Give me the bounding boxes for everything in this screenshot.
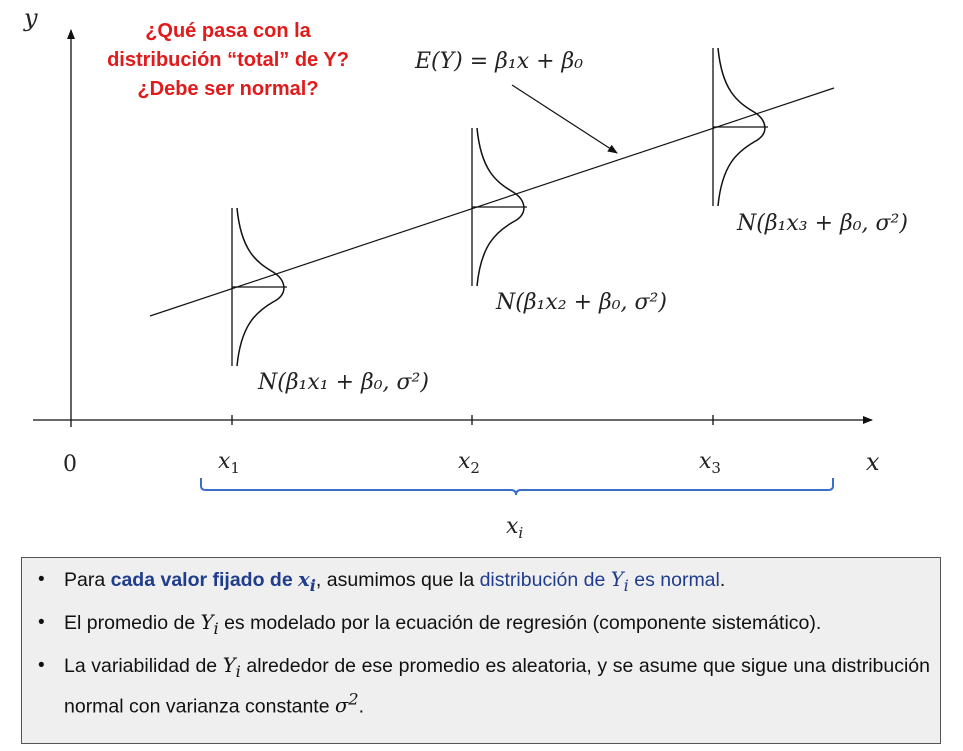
question-line-3: ¿Debe ser normal?: [137, 78, 319, 100]
tick-label-x2: $x_2$: [458, 449, 480, 477]
bullet-dot: •: [38, 569, 45, 590]
x-axis-label: x: [866, 448, 880, 476]
variable-y-i: $Y_i$: [200, 610, 219, 638]
normal-label-2: N(β₁x₂ + β₀, σ²): [496, 290, 667, 315]
brace-label: $x_i$: [506, 514, 524, 542]
bullet-1-highlight: cada valor fijado de $x_i$: [110, 568, 316, 595]
notes-box: [21, 557, 941, 744]
bullet-1-text-a: Para: [64, 569, 111, 591]
tick-label-x1: $x_1$: [218, 449, 240, 477]
range-brace: [201, 478, 833, 495]
variable-x-i: $x_i$: [298, 568, 316, 595]
variable-y-i: $Y_i$: [222, 653, 241, 681]
normal-curve-3: [713, 48, 768, 206]
variable-y-i: $Y_i$: [610, 568, 629, 595]
regression-equation-label: E(Y) = β₁x + β₀: [415, 49, 584, 74]
question-line-1: ¿Qué pasa con la: [145, 20, 311, 42]
normal-curve-2: [472, 128, 527, 286]
bullet-dot: •: [38, 611, 45, 633]
y-axis-label: y: [24, 4, 38, 32]
question-line-2: distribución “total” de Y?: [107, 49, 349, 71]
bullet-item-3: • La variabilidad de $Y_i$ alrededor de ese promedio es aleatoria, y se asume que sigue una distribución normal con varianza constante $\sigma^2$.: [38, 653, 930, 718]
regression-line: [150, 88, 834, 316]
normal-label-3: N(β₁x₃ + β₀, σ²): [737, 211, 908, 236]
origin-label: 0: [63, 452, 77, 477]
bullet-item-2: • El promedio de $Y_i$ es modelado por la ecuación de regresión (componente sistemático).: [38, 610, 822, 638]
question-callout: [88, 17, 368, 104]
normal-label-1: N(β₁x₁ + β₀, σ²): [258, 370, 429, 395]
bullet-1-text-b: , asumimos que la: [315, 569, 480, 591]
bullet-1-distribution: distribución de $Y_i$ es normal: [479, 568, 720, 595]
variable-sigma-squared: $\sigma^2$: [334, 689, 359, 718]
annotation-arrow: [512, 85, 617, 153]
bullet-item-1: • Para cada valor fijado de $x_i$, asumimos que la distribución de $Y_i$ es normal.: [38, 568, 726, 595]
bullet-dot: •: [38, 654, 45, 676]
normal-curve-1: [232, 208, 287, 366]
tick-label-x3: $x_3$: [699, 449, 721, 477]
